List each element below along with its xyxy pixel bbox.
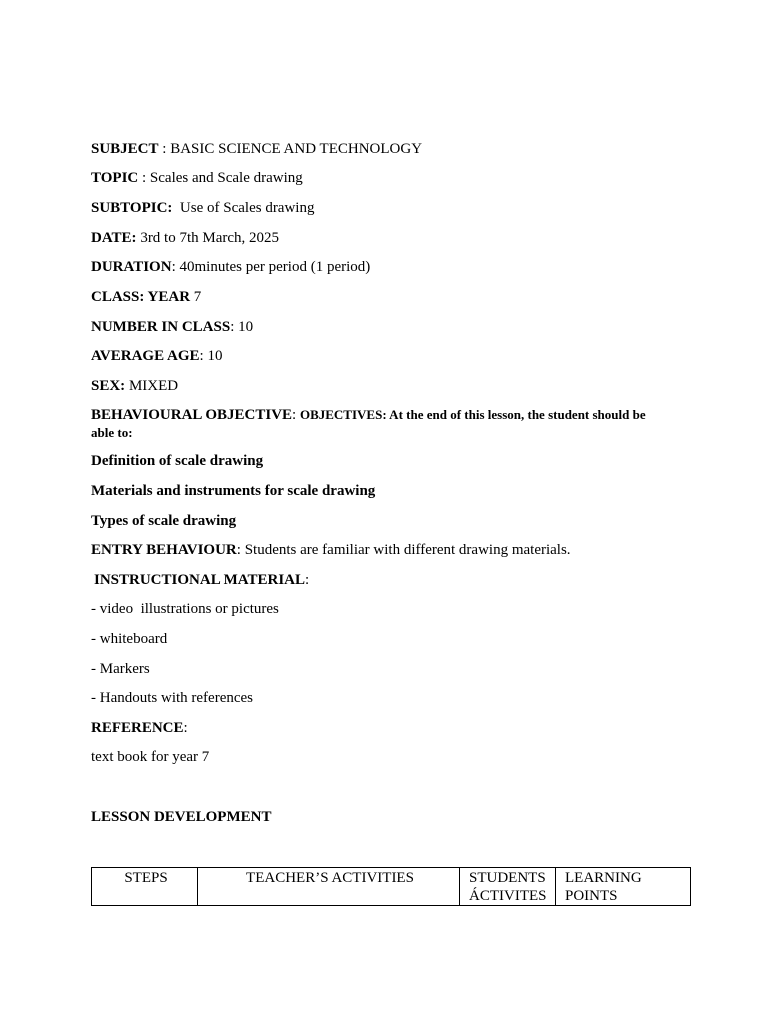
behavioural-label: BEHAVIOURAL OBJECTIVE — [91, 407, 293, 423]
subject-line — [91, 140, 422, 158]
entry-separator: : — [236, 542, 245, 558]
entry-value: Students are familiar with different drawing materials. — [244, 542, 571, 558]
instructional-material-heading — [94, 571, 309, 589]
reference-value: text book for year 7 — [91, 749, 210, 765]
entry-label: ENTRY BEHAVIOUR — [91, 542, 237, 558]
average-age-line — [91, 347, 222, 365]
field-label: SUBTOPIC: — [91, 200, 173, 216]
field-value: 10 — [238, 319, 254, 335]
topic-line — [91, 169, 303, 187]
date-line — [91, 229, 279, 247]
field-value: 40minutes per period (1 period) — [179, 259, 371, 275]
material-item: - Markers — [91, 661, 150, 677]
field-value: 3rd to 7th March, 2025 — [140, 230, 280, 246]
objective-item: Types of scale drawing — [91, 513, 237, 529]
duration-line — [91, 258, 370, 276]
sex-line — [91, 377, 178, 395]
instructional-separator: : — [305, 572, 310, 588]
reference-label: REFERENCE — [91, 720, 184, 736]
field-label: SEX: — [91, 378, 126, 394]
field-separator — [172, 200, 180, 216]
header-steps: STEPS — [92, 868, 198, 906]
field-value: Use of Scales drawing — [179, 200, 315, 216]
field-label: AVERAGE AGE — [91, 348, 200, 364]
lesson-development-heading: LESSON DEVELOPMENT — [91, 809, 272, 825]
field-value: 10 — [207, 348, 223, 364]
number-in-class-line — [91, 318, 253, 336]
reference-heading — [91, 719, 188, 737]
objective-item: Definition of scale drawing — [91, 453, 264, 469]
behavioural-separator: : — [292, 407, 300, 423]
field-label: DURATION — [91, 259, 172, 275]
header-teachers-activities: TEACHER’S ACTIVITIES — [198, 868, 460, 906]
class-line — [91, 288, 201, 306]
subtopic-line — [91, 199, 314, 217]
header-learning-points: LEARNING POINTS — [556, 868, 691, 906]
field-label: NUMBER IN CLASS — [91, 319, 231, 335]
field-value: MIXED — [128, 378, 179, 394]
reference-separator: : — [183, 720, 188, 736]
objective-item: Materials and instruments for scale drawing — [91, 483, 376, 499]
field-value: BASIC SCIENCE AND TECHNOLOGY — [170, 141, 423, 157]
field-value: Scales and Scale drawing — [149, 170, 303, 186]
field-label: TOPIC — [91, 170, 139, 186]
field-label: CLASS: YEAR — [91, 289, 191, 305]
material-item: - video illustrations or pictures — [91, 601, 279, 617]
instructional-label: INSTRUCTIONAL MATERIAL — [94, 572, 306, 588]
field-separator: : — [138, 170, 150, 186]
material-item: - Handouts with references — [91, 690, 254, 706]
field-separator: : — [230, 319, 239, 335]
field-separator: : — [158, 141, 171, 157]
behavioural-objective — [91, 406, 671, 442]
field-label: SUBJECT — [91, 141, 159, 157]
field-value: 7 — [193, 289, 202, 305]
material-item: - whiteboard — [91, 631, 168, 647]
entry-behaviour-line — [91, 541, 571, 559]
field-separator: : — [199, 348, 208, 364]
table-header-row — [92, 868, 691, 906]
header-students-activities: STUDENTS ÁCTIVITES — [460, 868, 556, 906]
behavioural-value: OBJECTIVES: At the end of this lesson, the student should be able to: — [91, 407, 646, 440]
field-label: DATE: — [91, 230, 137, 246]
field-separator: : — [171, 259, 180, 275]
lesson-development-table — [91, 867, 691, 906]
